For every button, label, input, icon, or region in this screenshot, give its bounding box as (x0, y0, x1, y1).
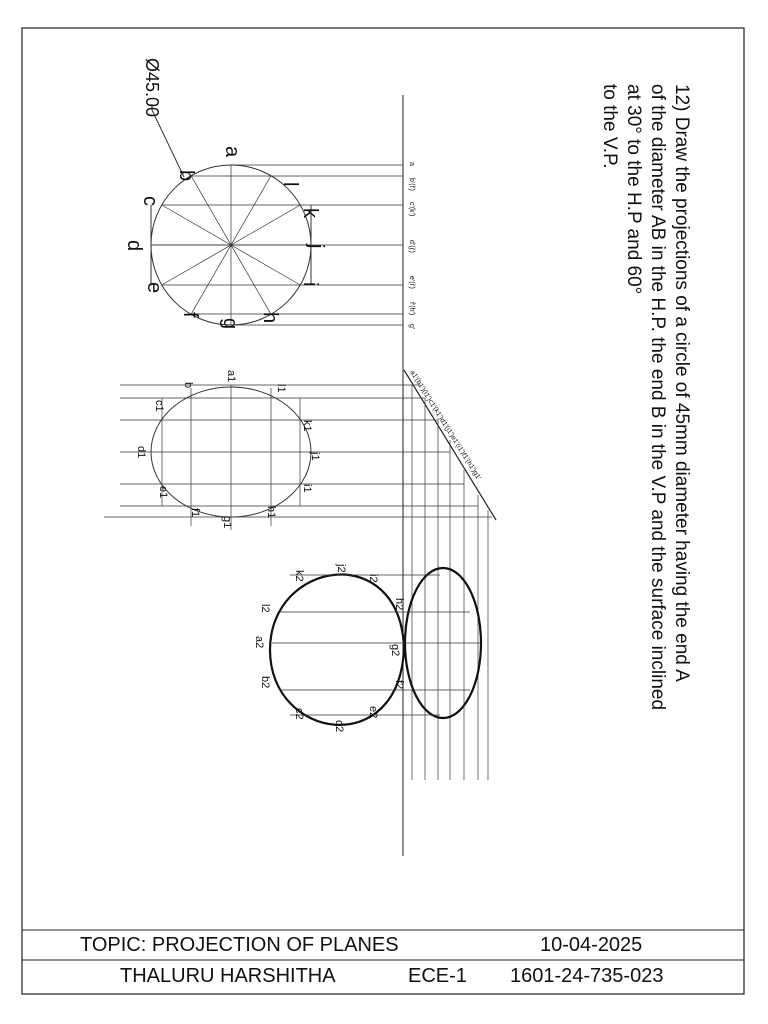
label-c1: c1 (153, 400, 165, 412)
label-h2: h2 (393, 598, 405, 611)
label-k: k (299, 208, 321, 218)
projectors-stage1 (151, 165, 403, 325)
label-k2: k2 (293, 570, 305, 582)
title-date: 10-04-2025 (540, 934, 643, 956)
label-l1: l1 (275, 384, 287, 393)
label-l: l (279, 182, 301, 187)
label-j1: j1 (309, 452, 321, 461)
xy-label-a: a (408, 162, 415, 166)
label-b: b (175, 170, 197, 182)
problem-line-4: to the V.P. (599, 84, 620, 169)
label-l2: l2 (259, 604, 271, 613)
dimension-leader (152, 110, 184, 177)
label-b2: b2 (259, 676, 271, 689)
label-e2: e2 (367, 706, 379, 719)
label-d1: d1 (135, 446, 147, 459)
xy-labels (408, 162, 482, 481)
xy-label-c: c'(k') (408, 202, 415, 217)
label-j2: j2 (335, 564, 347, 573)
title-name: THALURU HARSHITHA (120, 965, 336, 987)
label-d: d (123, 240, 145, 252)
label-e1: e1 (157, 486, 169, 499)
label-c2: c2 (293, 708, 305, 720)
top-view-labels (123, 146, 327, 329)
title-roll: 1601-24-735-023 (510, 965, 664, 987)
problem-line-3: at 30° to the H.P and 60° (623, 84, 644, 295)
stage3-views (270, 568, 481, 725)
xy-label-g: g' (408, 324, 415, 330)
stage3-horizontals (272, 575, 480, 715)
label-a2: a2 (253, 636, 265, 649)
edge-label: a1'(b1')(l1')c1'(k1')d1'(j1')e1'(i1')f1'(h1')g1' (408, 369, 482, 482)
xy-label-f: f'(h') (408, 302, 415, 316)
label-g2: g2 (389, 644, 401, 657)
front-view-ellipse (270, 575, 404, 725)
label-d2: d2 (333, 720, 345, 733)
problem-statement (599, 84, 692, 710)
label-a: a (221, 146, 243, 158)
label-h1: h1 (265, 506, 277, 519)
label-f1: f1 (189, 508, 201, 518)
label-i1: i1 (301, 484, 313, 493)
label-b-stage2: b (182, 382, 194, 389)
problem-line-1: 12) Draw the projections of a circle of 45mm diameter having the end A (671, 84, 692, 682)
label-e: e (143, 282, 165, 294)
label-a1: a1 (225, 370, 237, 383)
xy-label-b: b'(l') (408, 178, 415, 191)
label-j: j (305, 244, 327, 249)
label-k1: k1 (301, 420, 313, 432)
label-c: c (139, 196, 161, 206)
stage3-verticals (412, 385, 488, 780)
title-topic: TOPIC: PROJECTION OF PLANES (80, 934, 399, 956)
problem-line-2: of the diameter AB in the H.P. the end B in the V.P and the surface inclined (647, 84, 668, 711)
xy-label-d: d'(j') (408, 240, 415, 253)
label-h: h (259, 312, 281, 324)
label-g: g (219, 318, 241, 330)
label-f2: f2 (393, 680, 405, 690)
xy-label-e: e'(i') (408, 276, 415, 289)
stage2-labels (135, 370, 321, 528)
label-f: f (179, 312, 201, 318)
label-i: i (299, 282, 321, 287)
label-g1: g1 (221, 516, 233, 529)
label-i2: i2 (367, 574, 379, 583)
dimension-label: Ø45.00 (142, 58, 162, 118)
title-branch: ECE-1 (408, 965, 467, 987)
